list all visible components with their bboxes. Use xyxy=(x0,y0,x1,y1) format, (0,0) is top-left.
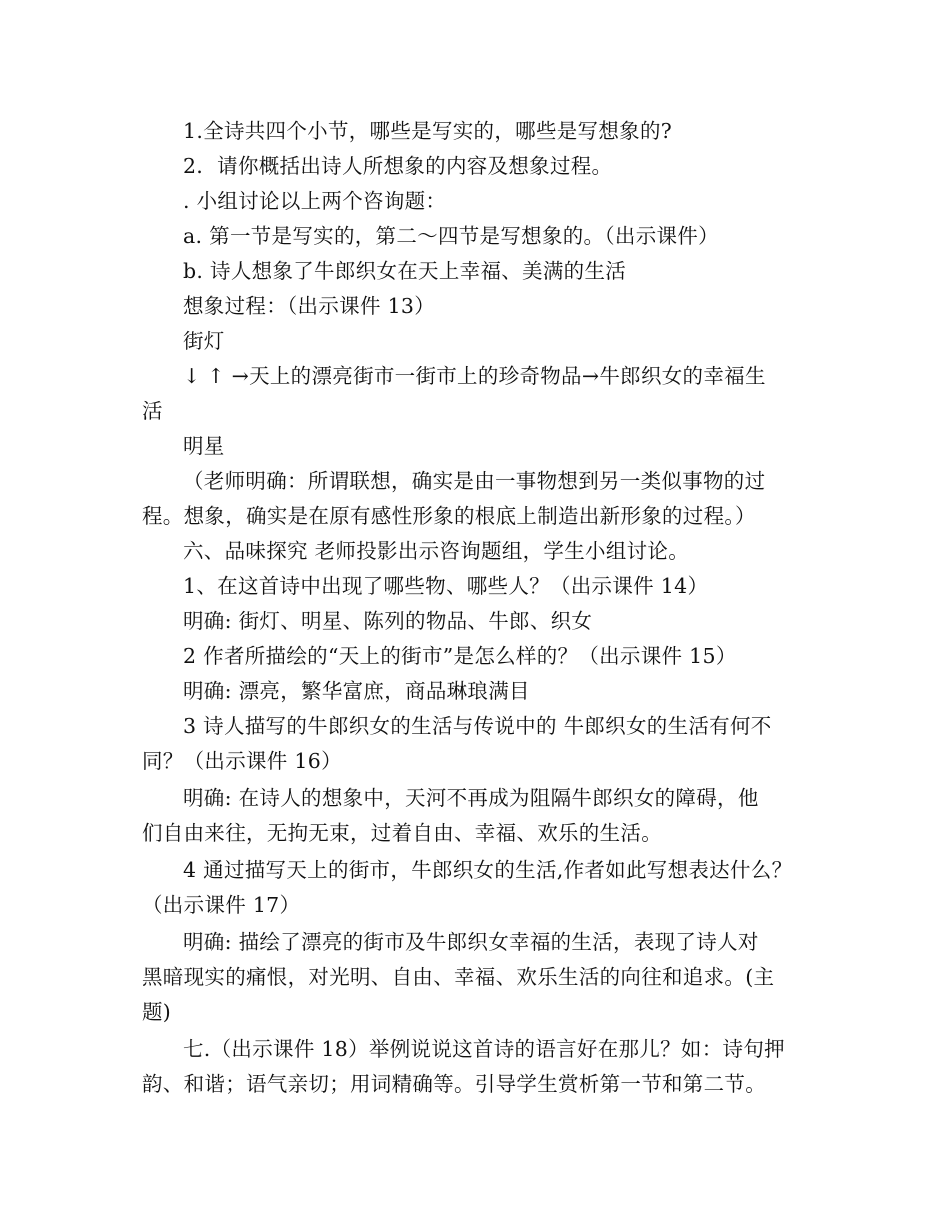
section-six-heading: 六、品味探究 老师投影出示咨询题组，学生小组讨论。 xyxy=(183,539,690,563)
question-1: 1.全诗共四个小节，哪些是写实的，哪些是写想象的? xyxy=(183,119,673,143)
question-2: 2．请你概括出诗人所想象的内容及想象过程。 xyxy=(183,154,613,178)
streetlight-label: 街灯 xyxy=(183,329,225,353)
teacher-note: （老师明确：所谓联想，确实是由一事物想到另一类似事物的过 xyxy=(183,469,766,493)
answer-a: a. 第一节是写实的，第二～四节是写想象的。（出示课件） xyxy=(183,224,719,248)
a4-cont2: 题) xyxy=(142,1000,172,1024)
q2: 2 作者所描绘的“天上的街市”是怎么样的？（出示课件 15） xyxy=(183,644,737,668)
teacher-note-cont: 程。想象，确实是在原有感性形象的根底上制造出新形象的过程。） xyxy=(142,504,756,528)
answer-b: b. 诗人想象了牛郎织女在天上幸福、美满的生活 xyxy=(183,259,627,283)
star-label: 明星 xyxy=(183,434,225,458)
imagination-process: 想象过程：（出示课件 13） xyxy=(183,294,436,318)
q3-cont: 同？（出示课件 16） xyxy=(142,749,342,773)
a3-cont: 们自由来往，无拘无束，过着自由、幸福、欢乐的生活。 xyxy=(142,821,662,845)
q4: 4 通过描写天上的街市，牛郎织女的生活,作者如此写想表达什么？ xyxy=(183,858,793,882)
process-flow: ↓ ↑ →天上的漂亮街市一街市上的珍奇物品→牛郎织女的幸福生 xyxy=(183,364,766,388)
section-seven: 七.（出示课件 18）举例说说这首诗的语言好在那儿？如：诗句押 xyxy=(183,1037,785,1061)
q3: 3 诗人描写的牛郎织女的生活与传说中的 牛郎织女的生活有何不 xyxy=(183,714,772,738)
discussion-heading: . 小组讨论以上两个咨询题： xyxy=(183,189,447,213)
q1: 1、在这首诗中出现了哪些物、哪些人？（出示课件 14） xyxy=(183,574,709,598)
a3: 明确: 在诗人的想象中，天河不再成为阻隔牛郎织女的障碍，他 xyxy=(183,786,759,810)
q4-cont: （出示课件 17） xyxy=(142,893,301,917)
a2: 明确: 漂亮，繁华富庶，商品琳琅满目 xyxy=(183,679,530,703)
process-flow-cont: 活 xyxy=(142,399,163,423)
a1: 明确: 街灯、明星、陈列的物品、牛郎、织女 xyxy=(183,609,593,633)
a4-cont: 黑暗现实的痛恨，对光明、自由、幸福、欢乐生活的向往和追求。(主 xyxy=(142,965,775,989)
a4: 明确: 描绘了漂亮的街市及牛郎织女幸福的生活，表现了诗人对 xyxy=(183,930,759,954)
section-seven-cont: 韵、和谐；语气亲切；用词精确等。引导学生赏析第一节和第二节。 xyxy=(142,1072,766,1096)
